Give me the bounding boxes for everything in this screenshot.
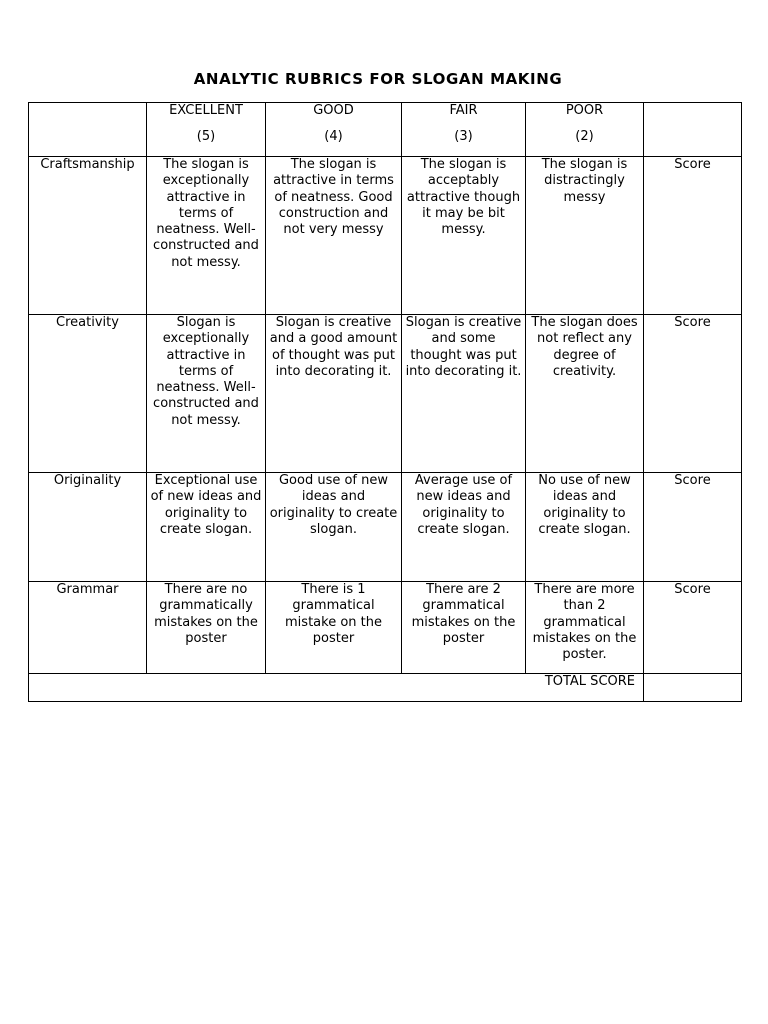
header-cell-poor xyxy=(526,103,644,157)
score-cell: Score xyxy=(644,473,742,582)
good-cell: Good use of new ideas and originality to create slogan. xyxy=(266,473,402,582)
header-cell-fair xyxy=(402,103,526,157)
header-cell-excellent xyxy=(147,103,266,157)
page-title: ANALYTIC RUBRICS FOR SLOGAN MAKING xyxy=(193,70,563,88)
level-points: (5) xyxy=(196,129,216,145)
score-cell: Score xyxy=(644,315,742,473)
poor-cell: There are more than 2 grammatical mistakes on the poster. xyxy=(526,582,644,674)
criterion-cell: Creativity xyxy=(29,315,147,473)
criterion-cell: Grammar xyxy=(29,582,147,674)
fair-cell: Average use of new ideas and originality to create slogan. xyxy=(402,473,526,582)
excellent-cell: Exceptional use of new ideas and originality to create slogan. xyxy=(147,473,266,582)
header-blank-cell xyxy=(29,103,147,157)
criterion-cell: Craftsmanship xyxy=(29,157,147,315)
good-cell: There is 1 grammatical mistake on the poster xyxy=(266,582,402,674)
excellent-cell: The slogan is exceptionally attractive in terms of neatness. Well-constructed and not messy. xyxy=(147,157,266,315)
score-cell: Score xyxy=(644,157,742,315)
total-row xyxy=(29,674,742,702)
level-name: GOOD xyxy=(313,103,354,118)
poor-cell: No use of new ideas and originality to create slogan. xyxy=(526,473,644,582)
rubric-table xyxy=(28,102,742,702)
table-row xyxy=(29,473,742,582)
table-row xyxy=(29,315,742,473)
criterion-cell: Originality xyxy=(29,473,147,582)
level-points: (2) xyxy=(575,129,594,145)
total-score-label: TOTAL SCORE xyxy=(29,674,644,702)
header-row xyxy=(29,103,742,157)
fair-cell: The slogan is acceptably attractive though it may be bit messy. xyxy=(402,157,526,315)
good-cell: Slogan is creative and a good amount of thought was put into decorating it. xyxy=(266,315,402,473)
poor-cell: The slogan is distractingly messy xyxy=(526,157,644,315)
fair-cell: There are 2 grammatical mistakes on the poster xyxy=(402,582,526,674)
level-name: POOR xyxy=(565,103,604,118)
level-name: FAIR xyxy=(449,103,478,118)
level-name: EXCELLENT xyxy=(169,103,243,118)
total-score-value xyxy=(644,674,742,702)
table-row xyxy=(29,157,742,315)
header-cell-good xyxy=(266,103,402,157)
excellent-cell: Slogan is exceptionally attractive in terms of neatness. Well-constructed and not messy. xyxy=(147,315,266,473)
good-cell: The slogan is attractive in terms of neatness. Good construction and not very messy xyxy=(266,157,402,315)
poor-cell: The slogan does not reflect any degree of creativity. xyxy=(526,315,644,473)
level-points: (4) xyxy=(324,129,343,145)
level-points: (3) xyxy=(454,129,473,145)
table-row xyxy=(29,582,742,674)
score-cell: Score xyxy=(644,582,742,674)
header-score-cell xyxy=(644,103,742,157)
fair-cell: Slogan is creative and some thought was put into decorating it. xyxy=(402,315,526,473)
excellent-cell: There are no grammatically mistakes on the poster xyxy=(147,582,266,674)
